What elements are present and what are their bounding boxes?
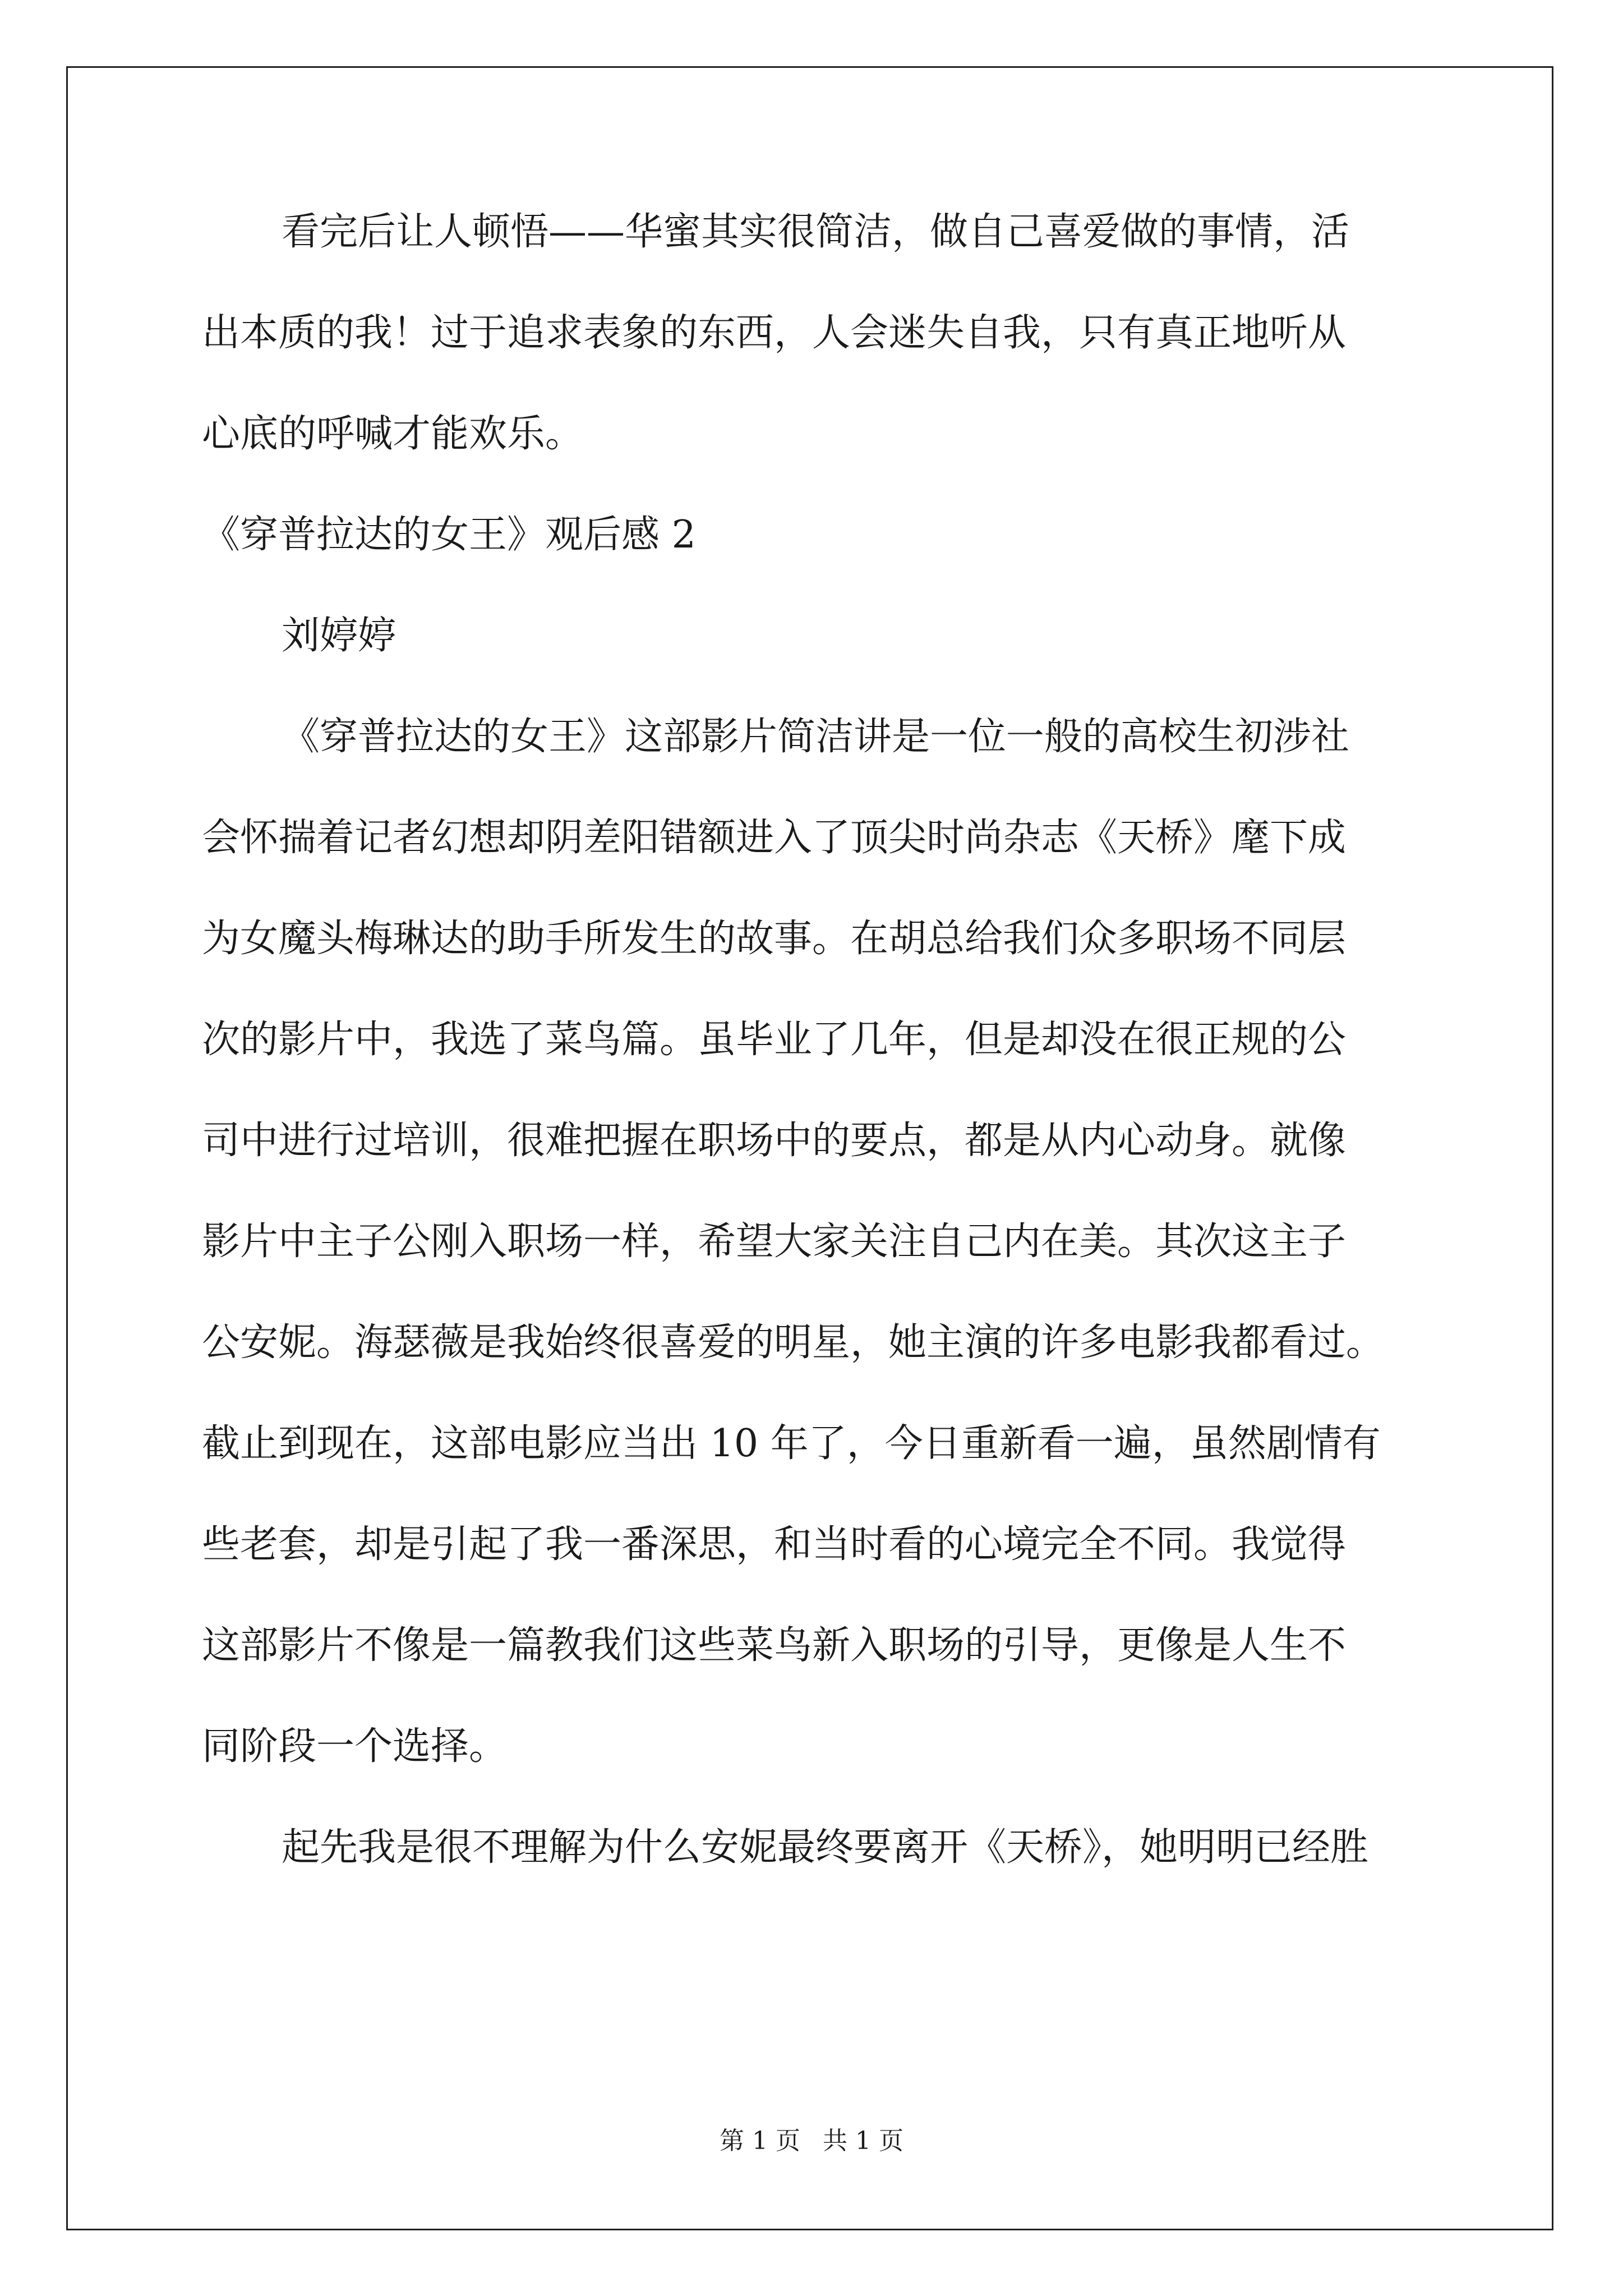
- paragraph-line: 次的影片中，我选了菜鸟篇。虽毕业了几年，但是却没在很正规的公: [202, 1018, 1347, 1062]
- paragraph-line: 公安妮。海瑟薇是我始终很喜爱的明星，她主演的许多电影我都看过。: [202, 1320, 1385, 1365]
- paragraph-line: 影片中主子公刚入职场一样，希望大家关注自己内在美。其次这主子: [202, 1220, 1347, 1264]
- paragraph-line: 起先我是很不理解为什么安妮最终要离开《天桥》，她明明已经胜: [282, 1825, 1369, 1870]
- paragraph-line: 司中进行过培训，很难把握在职场中的要点，都是从内心动身。就像: [202, 1119, 1347, 1163]
- page-total: 共 1 页: [823, 2127, 903, 2155]
- author-name: 刘婷婷: [282, 614, 396, 658]
- page-footer: [0, 2129, 1623, 2154]
- paragraph-line: 看完后让人顿悟——华蜜其实很简洁，做自己喜爱做的事情，活: [282, 210, 1350, 254]
- page-number: 第 1 页: [720, 2127, 800, 2155]
- paragraph-line: 为女魔头梅琳达的助手所发生的故事。在胡总给我们众多职场不同层: [202, 917, 1347, 961]
- paragraph-line: 《穿普拉达的女王》这部影片简洁讲是一位一般的高校生初涉社: [282, 715, 1350, 759]
- section-title: 《穿普拉达的女王》观后感 2: [202, 513, 696, 557]
- paragraph-line: 出本质的我！过于追求表象的东西，人会迷失自我，只有真正地听从: [202, 311, 1347, 355]
- paragraph-line: 些老套，却是引起了我一番深思，和当时看的心境完全不同。我觉得: [202, 1522, 1347, 1567]
- paragraph-line: 会怀揣着记者幻想却阴差阳错额进入了顶尖时尚杂志《天桥》麾下成: [202, 816, 1347, 860]
- paragraph-line: 这部影片不像是一篇教我们这些菜鸟新入职场的引导，更像是人生不: [202, 1623, 1347, 1668]
- paragraph-line: 同阶段一个选择。: [202, 1724, 508, 1769]
- paragraph-line: 截止到现在，这部电影应当出 10 年了，今日重新看一遍，虽然剧情有: [202, 1421, 1381, 1466]
- paragraph-line: 心底的呼喊才能欢乐。: [202, 412, 584, 456]
